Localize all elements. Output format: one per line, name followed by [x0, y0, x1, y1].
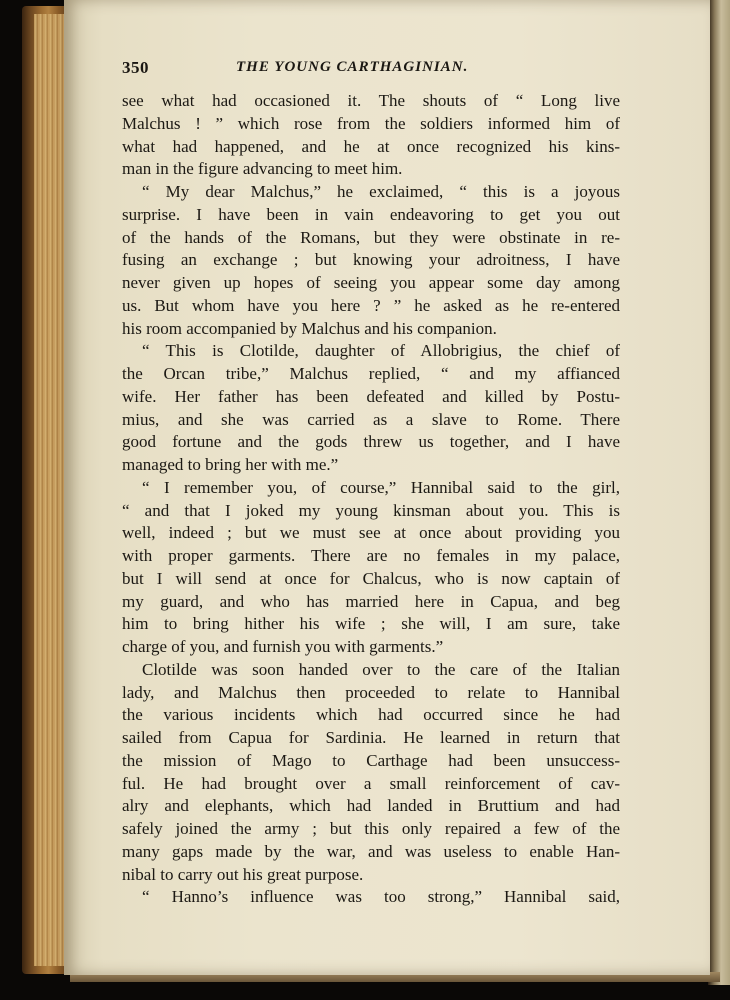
text-line: wife. Her father has been defeated and killed by Postu- — [122, 386, 620, 406]
text-line: ful. He had brought over a small reinforcement of cav- — [122, 773, 620, 793]
page-edges — [34, 14, 68, 966]
text-line: the various incidents which had occurred since he had — [122, 705, 620, 725]
text-line: fusing an exchange ; but knowing your adroitness, I have — [122, 250, 620, 270]
text-line: what had happened, and he at once recognized his kins- — [122, 136, 620, 156]
text-line: the mission of Mago to Carthage had been unsuccess- — [122, 750, 620, 770]
text-line: charge of you, and furnish you with garments.” — [122, 637, 444, 656]
text-line: many gaps made by the war, and was useless to enable Han- — [122, 841, 620, 861]
text-line: “ and that I joked my young kinsman about you. This is — [122, 500, 620, 520]
text-line: him to bring hither his wife ; she will, I am sure, take — [122, 614, 620, 634]
text-line: mius, and she was carried as a slave to Rome. There — [122, 409, 620, 429]
text-line: never given up hopes of seeing you appear some day among — [122, 273, 620, 292]
text-line: good fortune and the gods threw us together, and I have — [122, 432, 620, 452]
running-title: THE YOUNG CARTHAGINIAN. — [236, 59, 469, 75]
text-line: nibal to carry out his great purpose. — [122, 864, 364, 884]
text-line: my guard, and who has married here in Capua, and beg — [122, 591, 620, 611]
text-line: lady, and Malchus then proceeded to relate to Hannibal — [122, 682, 620, 702]
text-line: well, indeed ; but we must see at once about providing you — [122, 523, 620, 543]
text-line: managed to bring her with me.” — [122, 455, 339, 474]
text-line: safely joined the army ; but this only repaired a few of the — [122, 819, 620, 838]
text-line: “ This is Clotilde, daughter of Allobrigius, the chief of — [142, 341, 620, 361]
text-line: alry and elephants, which had landed in Bruttium and had — [122, 796, 620, 816]
text-line: the Orcan tribe,” Malchus replied, “ and my affianced — [122, 364, 620, 383]
text-line: sailed from Capua for Sardinia. He learned in return that — [122, 728, 620, 747]
text-line: Clotilde was soon handed over to the care of the Italian — [142, 659, 620, 679]
page-header — [122, 58, 620, 80]
text-line: with proper garments. There are no females in my palace, — [122, 546, 620, 565]
text-line: “ My dear Malchus,” he exclaimed, “ this is a joyous — [142, 182, 620, 201]
text-line: “ I remember you, of course,” Hannibal said to the girl, — [142, 477, 620, 497]
text-line: surprise. I have been in vain endeavoring to get you out — [122, 204, 620, 224]
text-line: see what had occasioned it. The shouts of “ Long live — [122, 91, 620, 110]
text-line: his room accompanied by Malchus and his companion. — [122, 318, 497, 338]
text-line: Malchus ! ” which rose from the soldiers informed him of — [122, 113, 620, 133]
page-number: 350 — [122, 58, 149, 77]
body-text — [122, 90, 620, 909]
text-line: but I will send at once for Chalcus, who is now captain of — [122, 568, 620, 588]
text-line: “ Hanno’s influence was too strong,” Hannibal said, — [142, 887, 620, 907]
text-line: us. But whom have you here ? ” he asked as he re-entered — [122, 295, 620, 315]
right-page-edge — [708, 0, 730, 985]
text-line: man in the figure advancing to meet him. — [122, 159, 403, 179]
text-line: of the hands of the Romans, but they were obstinate in re- — [122, 227, 620, 247]
